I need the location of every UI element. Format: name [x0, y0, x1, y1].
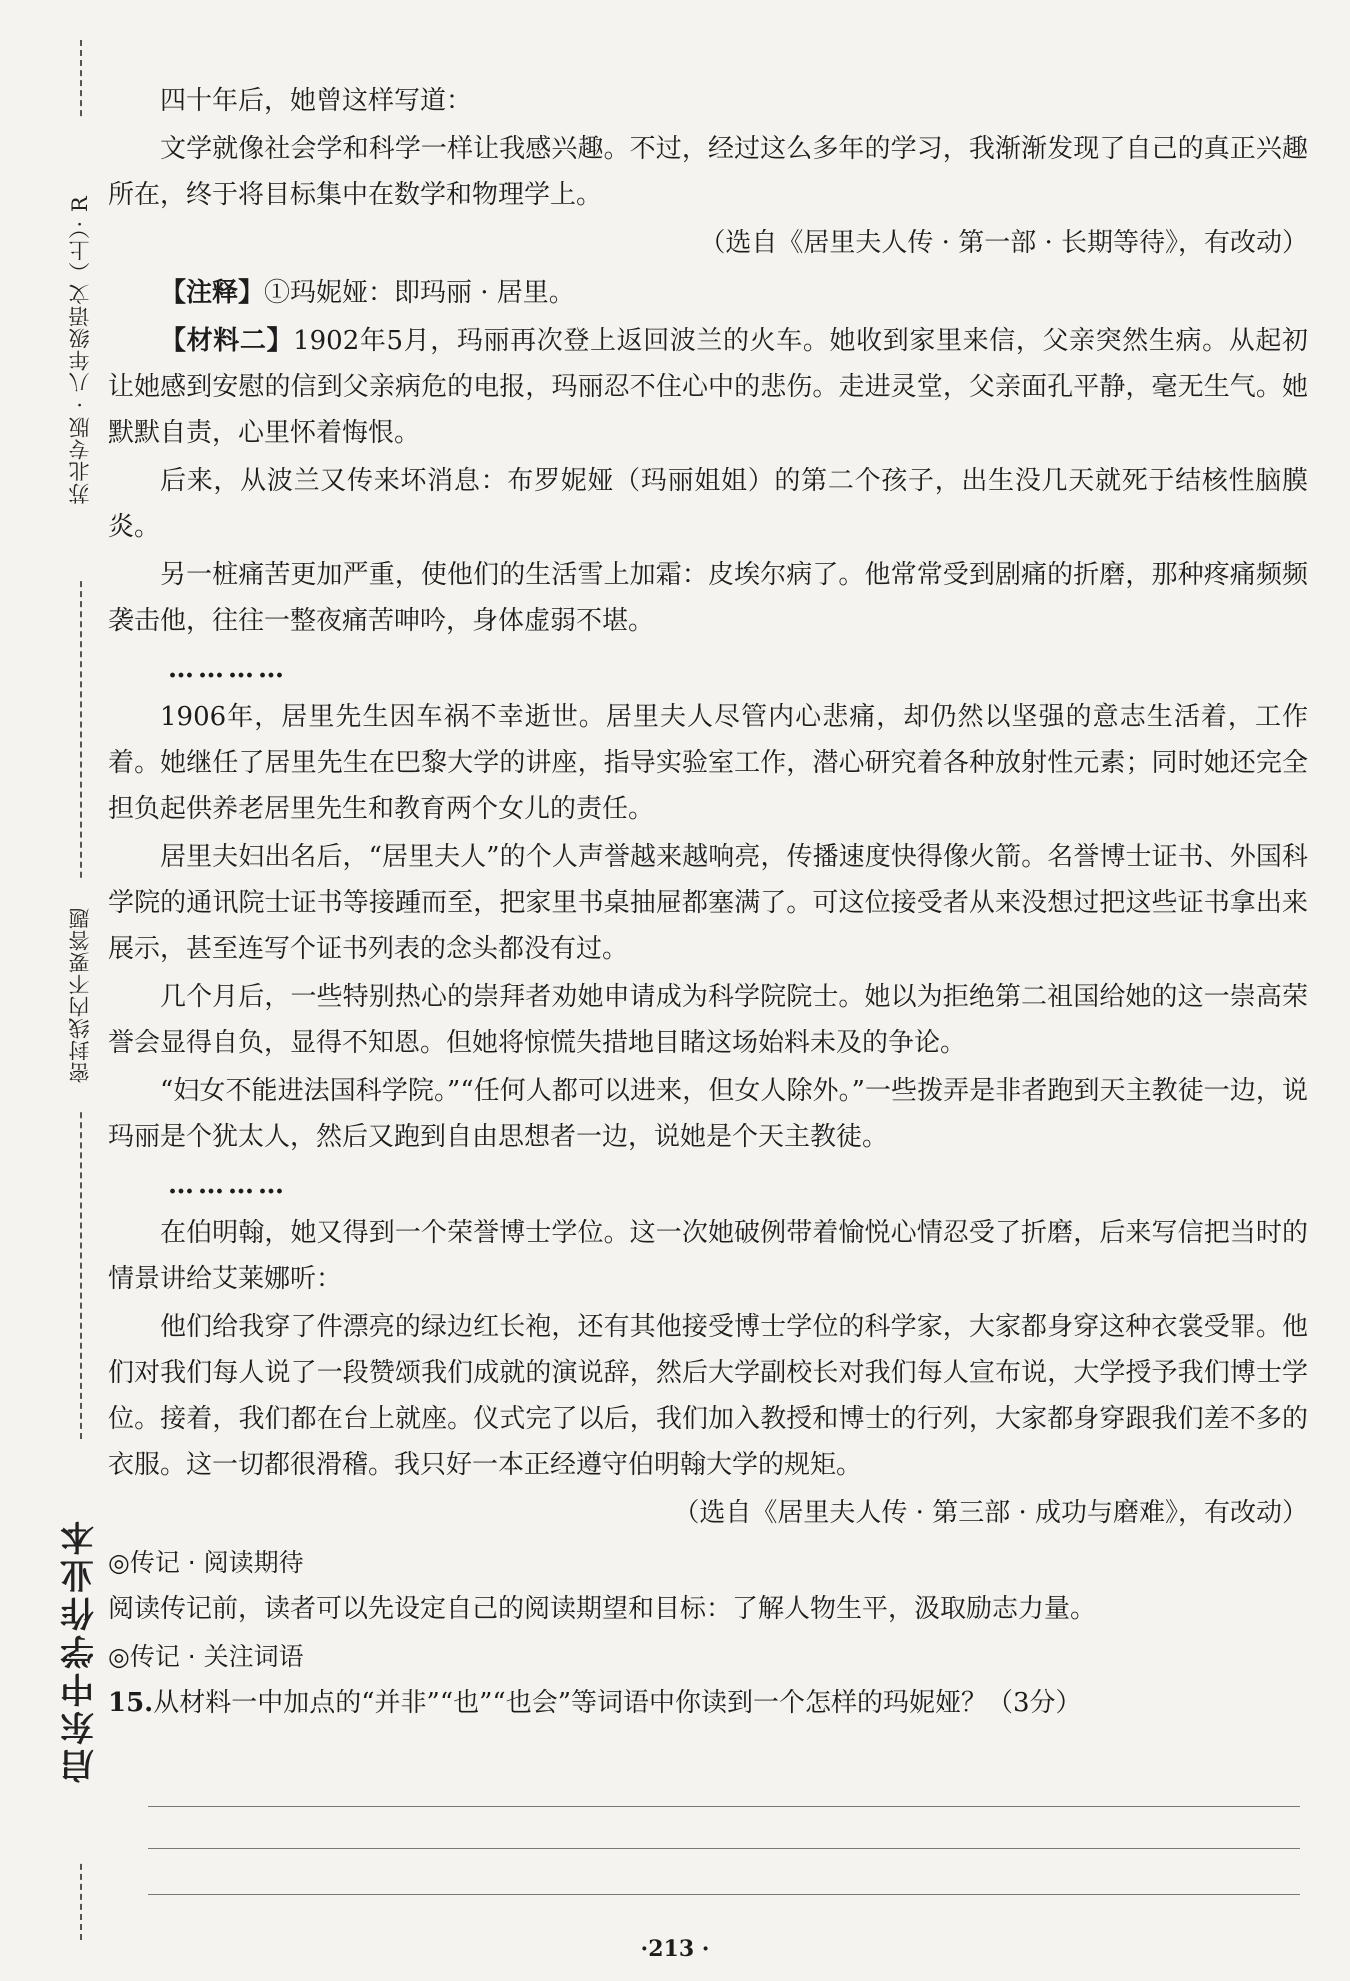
- paragraph: 阅读传记前，读者可以先设定自己的阅读期望和目标：了解人物生平，汲取励志力量。: [108, 1594, 1097, 1624]
- material-two-label: 【材料二】: [160, 326, 294, 356]
- annotation-label: 【注释】: [160, 278, 265, 308]
- seal-notice: 密封线内不要答题: [48, 880, 112, 1110]
- ellipsis-marker: …………: [168, 1170, 288, 1200]
- paragraph: 几个月后，一些特别热心的崇拜者劝她申请成为科学院院士。她以为拒绝第二祖国给她的这一崇高荣誉会显得自负，显得不知恩。但她将惊慌失措地目睹这场始料未及的争论。: [108, 982, 1308, 1058]
- question-number: 15.: [108, 1688, 154, 1718]
- source-citation: （选自《居里夫人传 · 第一部 · 长期等待》，有改动）: [699, 228, 1308, 258]
- source-citation: （选自《居里夫人传 · 第三部 · 成功与磨难》，有改动）: [673, 1498, 1308, 1528]
- paragraph: “妇女不能进法国科学院。”“任何人都可以进来，但女人除外。”一些拨弄是非者跑到天主教徒一边，说玛丽是个犹太人，然后又跑到自由思想者一边，说她是个天主教徒。: [108, 1076, 1308, 1152]
- paragraph: 另一桩痛苦更加严重，使他们的生活雪上加霜：皮埃尔病了。他常常受到剧痛的折磨，那种疼痛频频袭击他，往往一整夜痛苦呻吟，身体虚弱不堪。: [108, 560, 1308, 636]
- main-text: [108, 78, 1308, 1726]
- annotation: [108, 270, 1308, 316]
- paragraph-quote: 文学就像社会学和科学一样让我感兴趣。不过，经过这么多年的学习，我渐渐发现了自己的真正兴趣所在，终于将目标集中在数学和物理学上。: [108, 134, 1308, 210]
- brand-title: 启东中学作业本: [48, 1440, 112, 1860]
- material-two-text: 1902年5月，玛丽再次登上返回波兰的火车。她收到家里来信，父亲突然生病。从起初让她感到安慰的信到父亲病危的电报，玛丽忍不住心中的悲伤。走进灵堂，父亲面孔平静，毫无生气。她默默自责，心里怀着悔恨。: [108, 326, 1308, 448]
- answer-line[interactable]: [148, 1848, 1300, 1849]
- page-number: ·213 ·: [640, 1936, 710, 1962]
- answer-line[interactable]: [148, 1894, 1300, 1895]
- answer-line[interactable]: [148, 1806, 1300, 1807]
- series-label: 苏北专版 · 八年级语文（上）· R: [48, 120, 112, 580]
- paragraph-letter: 他们给我穿了件漂亮的绿边红长袍，还有其他接受博士学位的科学家，大家都身穿这种衣裳受罪。他们对我们每人说了一段赞颂我们成就的演说辞，然后大学副校长对我们每人宣布说，大学授予我们博士学位。接着，我们都在台上就座。仪式完了以后，我们加入教授和博士的行列，大家都身穿跟我们差不多的衣服。这一切都很滑稽。我只好一本正经遵守伯明翰大学的规矩。: [108, 1312, 1308, 1480]
- paragraph: 1906年，居里先生因车祸不幸逝世。居里夫人尽管内心悲痛，却仍然以坚强的意志生活着，工作着。她继任了居里先生在巴黎大学的讲座，指导实验室工作，潜心研究着各种放射性元素；同时她还完全担负起供养老居里先生和教育两个女儿的责任。: [108, 702, 1308, 824]
- question-15: [108, 1680, 1308, 1726]
- paragraph: 居里夫妇出名后，“居里夫人”的个人声誉越来越响亮，传播速度快得像火箭。名誉博士证书、外国科学院的通讯院士证书等接踵而至，把家里书桌抽屉都塞满了。可这位接受者从来没想过把这些证书拿出来展示，甚至连写个证书列表的念头都没有过。: [108, 842, 1308, 964]
- section-heading: ◎传记 · 关注词语: [108, 1642, 304, 1671]
- question-text: 从材料一中加点的“并非”“也”“也会”等词语中你读到一个怎样的玛妮娅？（3分）: [153, 1688, 1082, 1718]
- material-two: [108, 318, 1308, 456]
- paragraph: 四十年后，她曾这样写道：: [160, 86, 473, 116]
- annotation-text: ①玛妮娅：即玛丽 · 居里。: [264, 278, 575, 308]
- paragraph: 在伯明翰，她又得到一个荣誉博士学位。这一次她破例带着愉悦心情忍受了折磨，后来写信把当时的情景讲给艾莱娜听：: [108, 1218, 1308, 1294]
- paragraph: 后来，从波兰又传来坏消息：布罗妮娅（玛丽姐姐）的第二个孩子，出生没几天就死于结核性脑膜炎。: [108, 466, 1308, 542]
- section-heading: ◎传记 · 阅读期待: [108, 1548, 304, 1577]
- ellipsis-marker: …………: [168, 654, 288, 684]
- binding-margin: [0, 0, 115, 1981]
